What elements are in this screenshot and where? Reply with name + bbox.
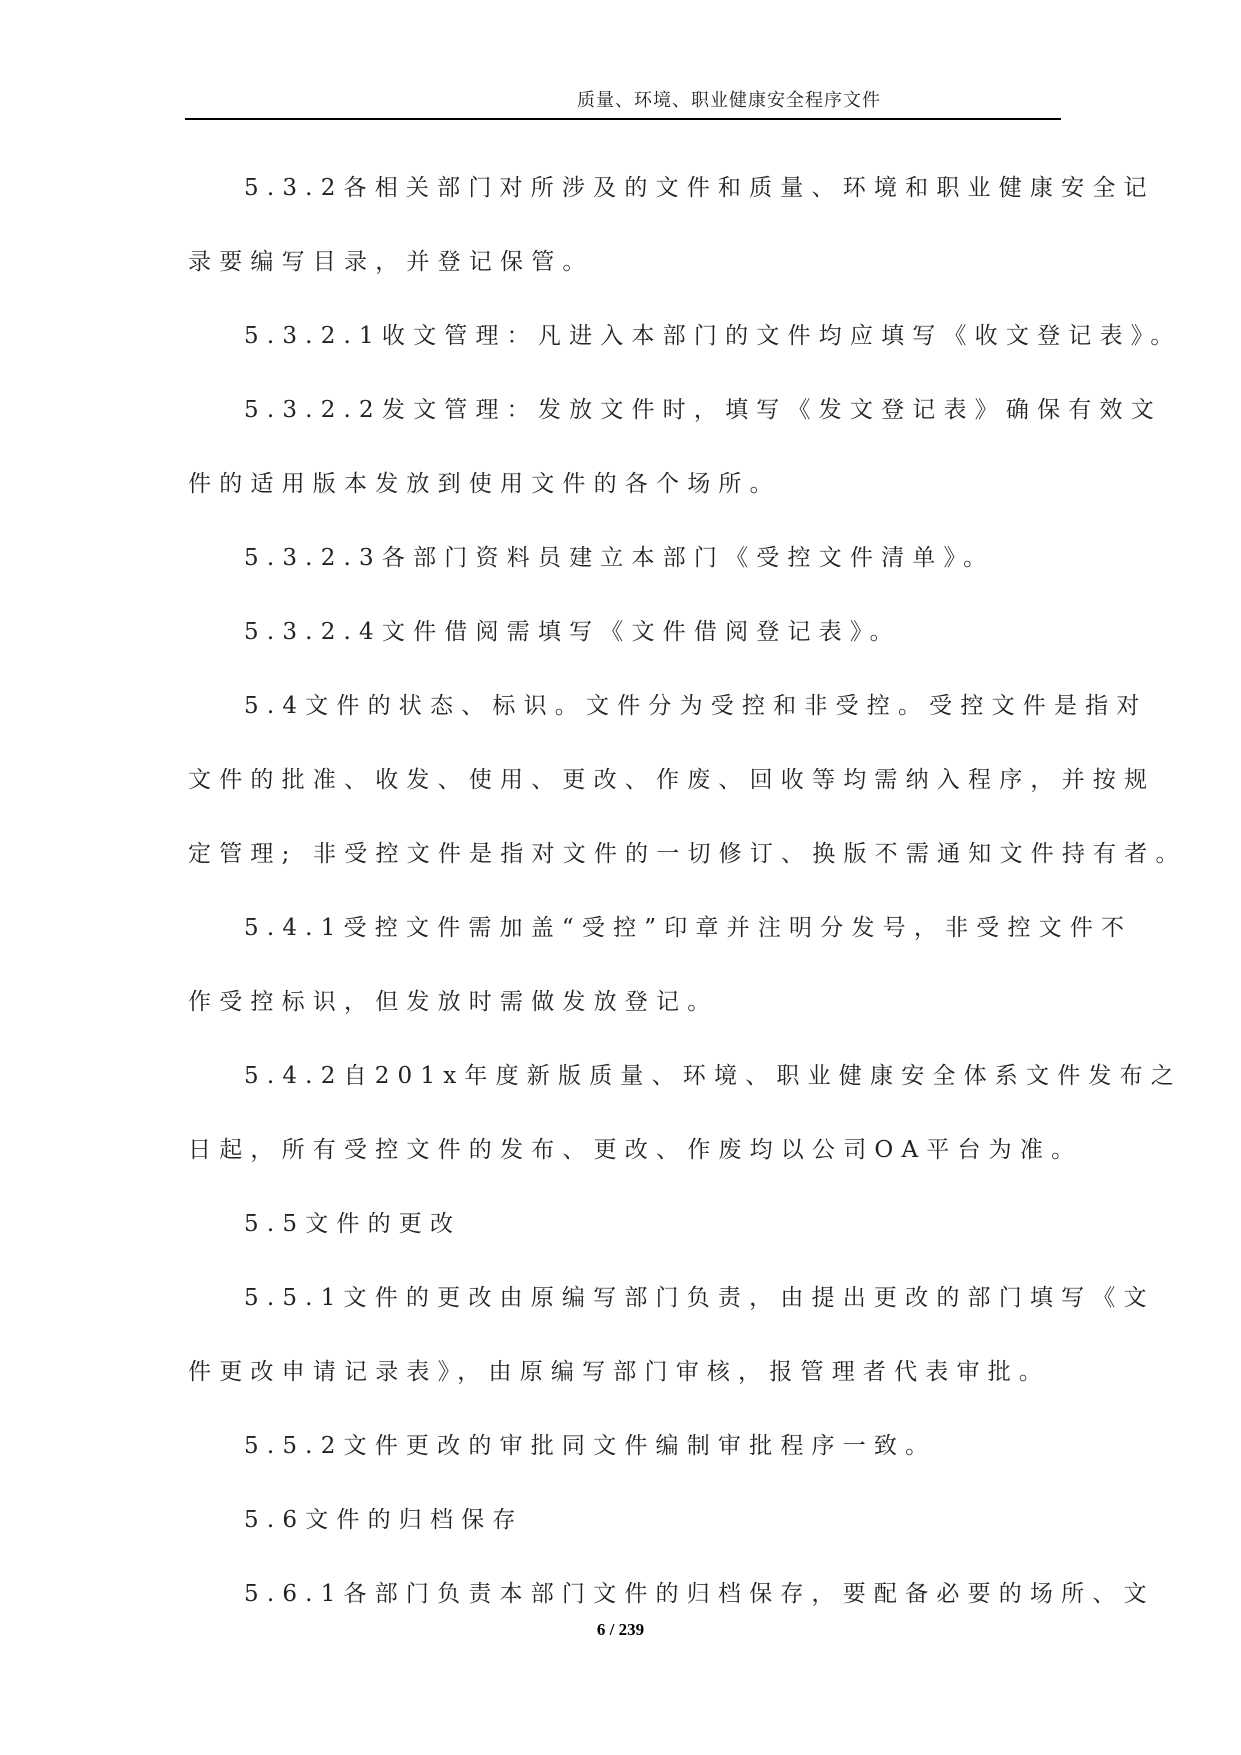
section-heading: 5.5文件的更改 [244, 1211, 462, 1237]
section-heading: 5.6文件的归档保存 [244, 1507, 524, 1533]
page-header [185, 86, 1061, 120]
paragraph-line: 5.3.2.2发文管理：发放文件时，填写《发文登记表》确保有效文 [244, 397, 1162, 423]
paragraph-line: 5.4.1受控文件需加盖“受控”印章并注明分发号，非受控文件不 [244, 915, 1133, 941]
paragraph-line: 5.3.2各相关部门对所涉及的文件和质量、环境和职业健康安全记 [244, 175, 1155, 201]
document-body [188, 158, 1187, 1638]
paragraph-line: 5.3.2.4文件借阅需填写《文件借阅登记表》。 [244, 619, 901, 645]
paragraph-line: 5.5.1文件的更改由原编写部门负责，由提出更改的部门填写《文 [244, 1285, 1155, 1311]
paragraph-line: 件的适用版本发放到使用文件的各个场所。 [188, 471, 781, 497]
paragraph-line: 作受控标识，但发放时需做发放登记。 [188, 989, 719, 1015]
paragraph-line: 5.6.1各部门负责本部门文件的归档保存，要配备必要的场所、文 [244, 1581, 1155, 1607]
paragraph-line: 文件的批准、收发、使用、更改、作废、回收等均需纳入程序，并按规 [188, 767, 1156, 793]
header-title: 质量、环境、职业健康安全程序文件 [577, 90, 881, 111]
paragraph-line: 5.4.2自201x年度新版质量、环境、职业健康安全体系文件发布之 [244, 1063, 1182, 1089]
paragraph-line: 5.4文件的状态、标识。文件分为受控和非受控。受控文件是指对 [244, 693, 1148, 719]
paragraph-line: 5.3.2.1收文管理：凡进入本部门的文件均应填写《收文登记表》。 [244, 323, 1182, 349]
paragraph-line: 录要编写目录，并登记保管。 [188, 249, 594, 275]
paragraph-line: 日起，所有受控文件的发布、更改、作废均以公司OA平台为准。 [188, 1137, 1083, 1163]
paragraph-line: 件更改申请记录表》，由原编写部门审核，报管理者代表审批。 [188, 1359, 1051, 1385]
paragraph-line: 定管理; 非受控文件是指对文件的一切修订、换版不需通知文件持有者。 [188, 841, 1187, 867]
paragraph-line: 5.5.2文件更改的审批同文件编制审批程序一致。 [244, 1433, 937, 1459]
paragraph-line: 5.3.2.3各部门资料员建立本部门《受控文件清单》。 [244, 545, 995, 571]
page-number: 6 / 239 [596, 1620, 645, 1639]
